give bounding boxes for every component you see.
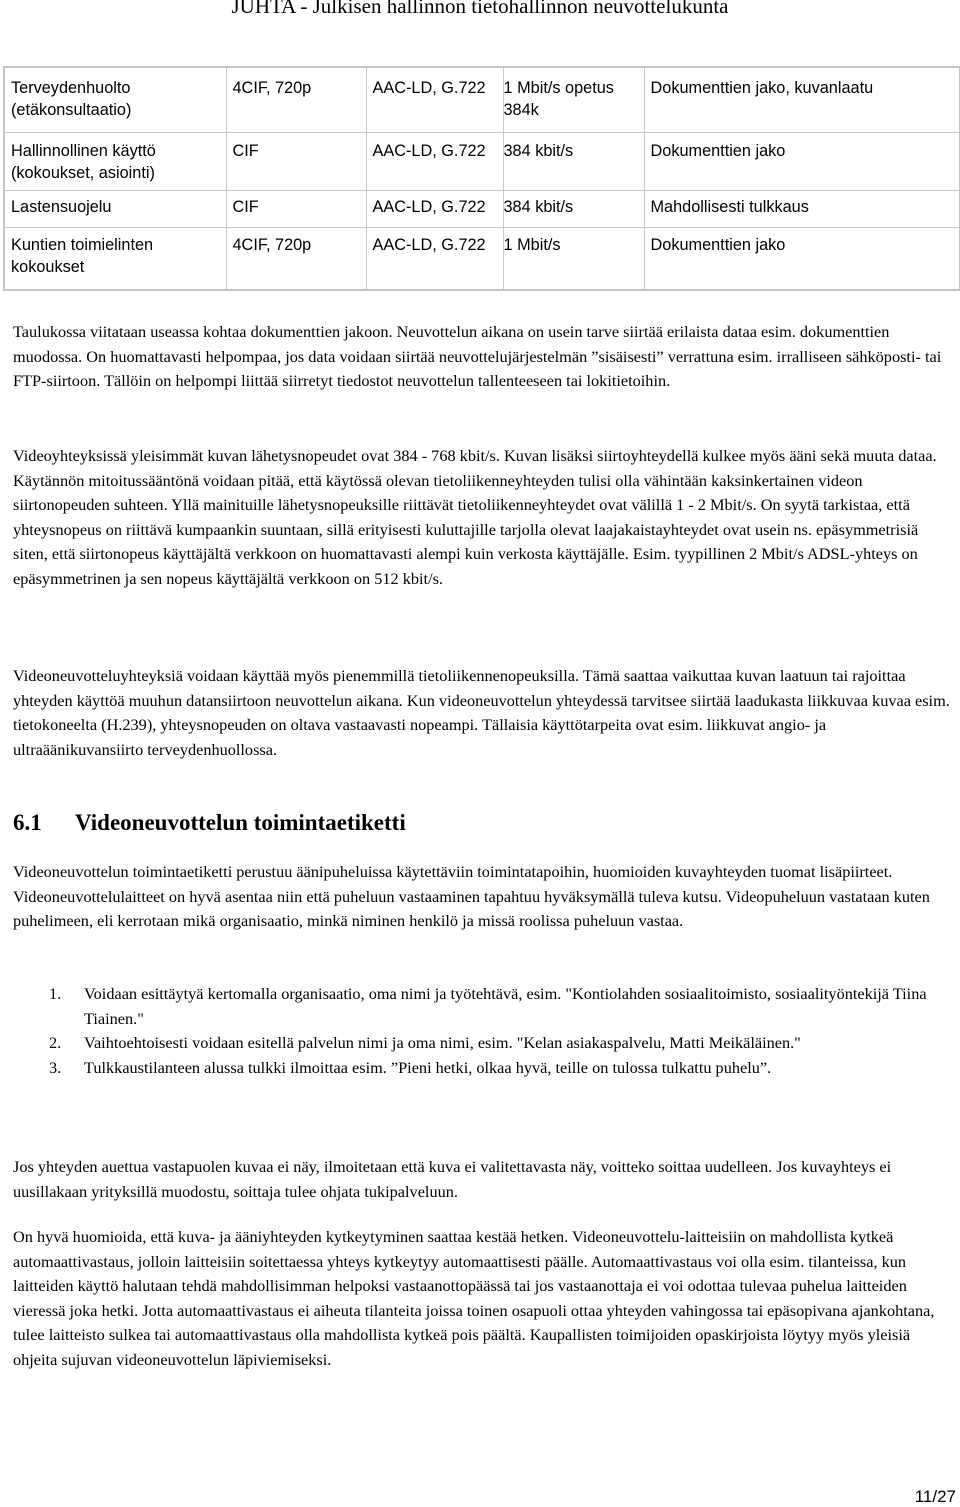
list-item [13, 1031, 953, 1056]
body-paragraph: Jos yhteyden auettua vastapuolen kuvaa ei näy, ilmoitetaan että kuva ei valitettavasta näy, voitteko soittaa uudelleen. Jos kuvayhteys ei uusillakaan yrityksillä muodostu, soittaja tulee ohjata tukipalveluun. [13, 1157, 892, 1201]
table-cell: Dokumenttien jako [644, 133, 960, 191]
table-cell: CIF [226, 133, 366, 191]
table-row [4, 191, 960, 228]
section-heading [13, 808, 406, 838]
list-text: Voidaan esittäytyä kertomalla organisaatio, oma nimi ja työtehtävä, esim. "Kontiolahden sosiaalitoimisto, sosiaalityöntekijä Tiina Tiainen." [84, 984, 927, 1028]
list-text: Tulkkaustilanteen alussa tulkki ilmoittaa esim. ”Pieni hetki, olkaa hyvä, teille on tulossa tulkattu puhelu”. [84, 1057, 772, 1077]
table-cell: AAC-LD, G.722 [366, 133, 503, 191]
table-cell: 4CIF, 720p [226, 228, 366, 291]
table-cell: 4CIF, 720p [226, 67, 366, 133]
table-cell: AAC-LD, G.722 [366, 191, 503, 228]
table-cell: CIF [226, 191, 366, 228]
table-cell: 1 Mbit/s opetus 384k [503, 67, 644, 133]
section-intro: Videoneuvottelun toimintaetiketti perustuu äänipuheluissa käytettäviin toimintatapoihin, huomioiden kuvayhteyden tuomat lisäpiirteet. Videoneuvottelulaitteet on hyvä asentaa niin että puheluun vastaaminen tapahtuu hyväksymällä tuleva kutsu. Videopuheluun vastataan kuten puhelimeen, eli kerrotaan mikä organisaatio, minkä niminen henkilö ja missä roolissa puheluun vastaa. [13, 862, 930, 931]
body-paragraph: Taulukossa viitataan useassa kohtaa dokumenttien jakoon. Neuvottelun aikana on usein tarve siirtää erilaista dataa esim. dokumenttien muodossa. On huomattavasti helpompaa, jos data voidaan siirtää neuvottelujärjestelmän ”sisäisesti” verrattuna esim. irralliseen sähköposti- tai FTP-siirtoon. Tällöin on helpompi liittää siirretyt tiedostot neuvottelun tallenteeseen tai lokitietoihin. [13, 322, 942, 391]
list-item [13, 982, 953, 1031]
body-paragraph: Videoyhteyksissä yleisimmät kuvan lähetysnopeudet ovat 384 - 768 kbit/s. Kuvan lisäksi siirtoyhteydellä kulkee myös ääni sekä muuta dataa. Käytännön mitoitussääntönä voidaan pitää, että käytössä olevan tietoliikenneyhteyden tulisi olla vähintään kaksinkertainen videon siirtonopeuden suhteen. Yllä mainituille lähetysnopeuksille riittävät tietoliikenneyhteydet ovat välillä 1 - 2 Mbit/s. On syytä tarkistaa, että yhteysnopeus on riittävä kumpaankin suuntaan, sillä erityisesti kuluttajille tarjolla olevat laajakaistayhteydet ovat usein ns. epäsymmetrisiä siten, että siirtonopeus käyttäjältä verkkoon on huomattavasti alempi kuin verkosta käyttäjälle. Esim. tyypillinen 2 Mbit/s ADSL-yhteys on epäsymmetrinen ja sen nopeus käyttäjältä verkkoon on 512 kbit/s. [13, 446, 937, 588]
table-cell: Lastensuojelu [4, 191, 226, 228]
table-row [4, 133, 960, 191]
body-paragraph: On hyvä huomioida, että kuva- ja ääniyhteyden kytkeytyminen saattaa kestää hetken. Videoneuvottelu-laitteisiin on mahdollista kytkeä automaattivastaus, jolloin laitteisiin soitettaessa yhteys kytkeytyy automaattisesti päälle. Automaattivastaus voi olla esim. tilanteissa, kun laitteiden käyttö halutaan tehdä mahdollisimman helpoksi vastaanottopäässä tai jos vastaanottaja ei voi odottaa tulevaa puhelua laitteiden vieressä joka hetki. Jotta automaattivastaus ei aiheuta tilanteita joissa toinen osapuoli ottaa yhteyden vahingossa tai epäsopivana ajankohtana, tulee laitteisto sulkea tai automaattivastaus olla mahdollista kytkeä pois päältä. Kaupallisten toimijoiden opaskirjoista löytyy myös yleisiä ohjeita sujuvan videoneuvottelun läpiviemiseksi. [13, 1227, 935, 1369]
table-row [4, 228, 960, 291]
body-paragraph: Videoneuvotteluyhteyksiä voidaan käyttää myös pienemmillä tietoliikennenopeuksilla. Tämä saattaa vaikuttaa kuvan laatuun tai rajoittaa yhteyden käyttöä muuhun datansiirtoon neuvottelun aikana. Kun videoneuvottelun yhteydessä tarvitsee siirtää laadukasta liikkuvaa kuvaa esim. tietokoneelta (H.239), yhteysnopeuden on oltava vastaavasti nopeampi. Tällaisia käyttötarpeita ovat esim. liikkuvat angio- ja ultraäänikuvansiirto terveydenhuollossa. [13, 666, 950, 759]
table-cell: 384 kbit/s [503, 133, 644, 191]
page-header: JUHTA - Julkisen hallinnon tietohallinnon neuvottelukunta [231, 0, 729, 18]
section-number: 6.1 [13, 810, 42, 835]
list-text: Vaihtoehtoisesti voidaan esitellä palvelun nimi ja oma nimi, esim. "Kelan asiakaspalvelu, Matti Meikäläinen." [84, 1033, 801, 1053]
list-number: 3. [49, 1057, 62, 1077]
page-number: 11/27 [914, 1487, 956, 1506]
table-row [4, 67, 960, 133]
table-cell: 1 Mbit/s [503, 228, 644, 291]
section-title: Videoneuvottelun toimintaetiketti [75, 810, 406, 835]
table-cell: Hallinnollinen käyttö (kokoukset, asiointi) [4, 133, 226, 191]
bandwidth-table [3, 66, 960, 291]
list-number: 1. [49, 984, 62, 1003]
table-cell: Dokumenttien jako, kuvanlaatu [644, 67, 960, 133]
table-cell: Kuntien toimielinten kokoukset [4, 228, 226, 291]
table-cell: AAC-LD, G.722 [366, 67, 503, 133]
table-cell: Dokumenttien jako [644, 228, 960, 291]
list-number: 2. [49, 1033, 62, 1053]
table-cell: AAC-LD, G.722 [366, 228, 503, 291]
list-item [13, 1056, 953, 1081]
table-cell: Mahdollisesti tulkkaus [644, 191, 960, 228]
table-cell: 384 kbit/s [503, 191, 644, 228]
etiquette-list [13, 982, 953, 1080]
table-cell: Terveydenhuolto (etäkonsultaatio) [4, 67, 226, 133]
